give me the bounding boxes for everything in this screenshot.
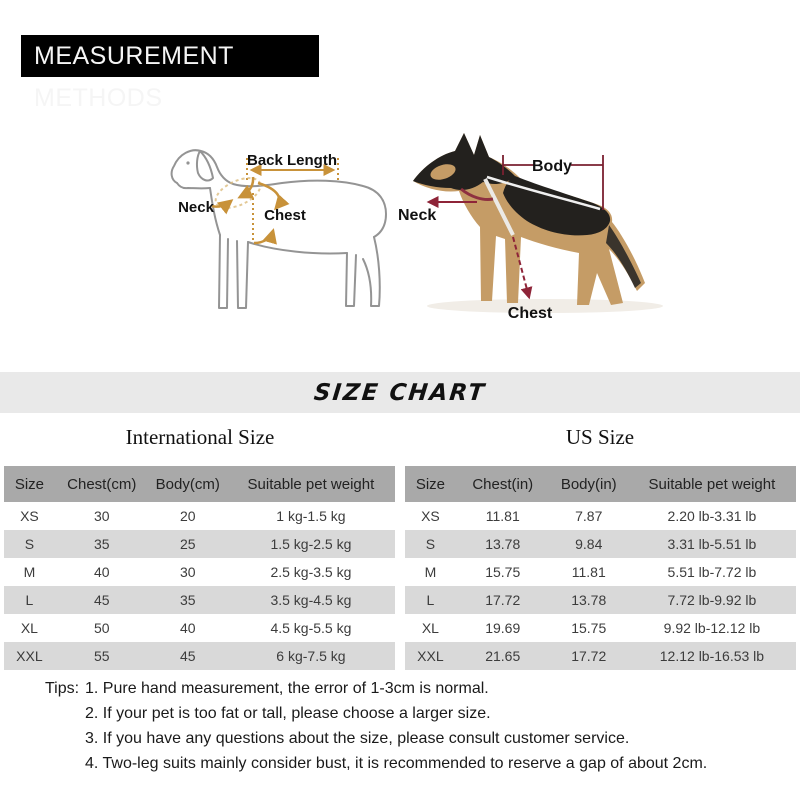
- table-cell: 17.72: [485, 592, 521, 608]
- size-chart-banner: [0, 372, 800, 413]
- table-cell: 1 kg-1.5 kg: [276, 508, 346, 524]
- tips-label: Tips:: [45, 680, 80, 697]
- table-cell: 17.72: [571, 648, 607, 664]
- table-cell: 40: [179, 620, 196, 636]
- column-header: Body(in): [550, 466, 628, 502]
- table-row: [4, 502, 395, 530]
- table-row: [4, 558, 395, 586]
- column-header: Size: [405, 466, 456, 502]
- table-cell: L: [426, 592, 435, 608]
- table-row: [4, 614, 395, 642]
- table-cell: S: [24, 536, 35, 552]
- table-cell: 4.5 kg-5.5 kg: [270, 620, 352, 636]
- table-cell: 7.87: [575, 508, 603, 524]
- table-cell: 13.78: [485, 536, 521, 552]
- table-cell: 19.69: [485, 620, 521, 636]
- column-header: Chest(cm): [55, 466, 149, 502]
- tip-text: 3. If you have any questions about the size, please consult customer service.: [85, 730, 630, 747]
- international-size-heading: International Size: [125, 425, 275, 449]
- table-cell: 9.92 lb-12.12 lb: [663, 620, 761, 636]
- table-cell: 45: [179, 648, 196, 664]
- table-cell: M: [23, 564, 36, 580]
- column-header: Suitable pet weight: [227, 466, 395, 502]
- header-row: [4, 466, 395, 502]
- table-cell: L: [25, 592, 34, 608]
- table-cell: 12.12 lb-16.53 lb: [659, 648, 765, 664]
- column-header: Size: [4, 466, 55, 502]
- size-tables: [4, 466, 796, 670]
- table-row: [405, 558, 796, 586]
- table-cell: XS: [20, 508, 39, 524]
- table-cell: 25: [179, 536, 196, 552]
- table-cell: 2.5 kg-3.5 kg: [270, 564, 352, 580]
- chest-label: Chest: [264, 207, 306, 224]
- table-cell: 1.5 kg-2.5 kg: [270, 536, 352, 552]
- table-cell: M: [424, 564, 437, 580]
- table-row: [405, 614, 796, 642]
- table-row: [4, 642, 395, 670]
- table-cell: 35: [93, 536, 110, 552]
- table-row: [405, 530, 796, 558]
- table-cell: XXL: [417, 648, 444, 664]
- chest-label: Chest: [507, 305, 553, 322]
- table-row: [405, 642, 796, 670]
- table-row: [4, 586, 395, 614]
- table-cell: 7.72 lb-9.92 lb: [667, 592, 757, 608]
- table-row: [4, 530, 395, 558]
- table-cell: S: [425, 536, 436, 552]
- neck-measure-icon: [211, 172, 265, 214]
- body-label: Body: [532, 158, 572, 175]
- tip-line: [45, 726, 775, 751]
- table-cell: 15.75: [485, 564, 521, 580]
- page-title: MEASUREMENT METHODS: [21, 35, 319, 77]
- table-cell: 15.75: [571, 620, 607, 636]
- back-length-label: Back Length: [246, 152, 338, 169]
- table-cell: XL: [20, 620, 38, 636]
- table-cell: 11.81: [571, 564, 606, 580]
- table-cell: 3.5 kg-4.5 kg: [270, 592, 352, 608]
- dog-outline-diagram: [150, 135, 410, 320]
- table-cell: 50: [93, 620, 110, 636]
- table-cell: 6 kg-7.5 kg: [276, 648, 346, 664]
- column-header: Suitable pet weight: [628, 466, 796, 502]
- dog-photo-diagram: [395, 115, 700, 330]
- column-header: Body(cm): [149, 466, 227, 502]
- table-cell: 5.51 lb-7.72 lb: [667, 564, 757, 580]
- table-cell: 20: [179, 508, 196, 524]
- tip-line: [45, 751, 775, 776]
- us-size-heading: US Size: [565, 425, 635, 449]
- table-cell: 30: [93, 508, 110, 524]
- table-cell: 55: [93, 648, 110, 664]
- table-cell: XS: [421, 508, 440, 524]
- column-header: Chest(in): [456, 466, 550, 502]
- tip-line: [45, 701, 775, 726]
- table-cell: XL: [421, 620, 439, 636]
- table-cell: 35: [179, 592, 196, 608]
- tip-text: 2. If your pet is too fat or tall, please choose a larger size.: [85, 705, 491, 722]
- international-size-table: [4, 466, 395, 670]
- tip-text: 1. Pure hand measurement, the error of 1-3cm is normal.: [85, 680, 489, 697]
- header-row: [405, 466, 796, 502]
- size-chart-title: SIZE CHART: [312, 379, 488, 406]
- table-headings: [0, 418, 800, 456]
- table-cell: 2.20 lb-3.31 lb: [667, 508, 757, 524]
- tip-line: [45, 676, 775, 701]
- table-cell: 45: [93, 592, 110, 608]
- table-cell: 9.84: [575, 536, 603, 552]
- tips-section: [45, 676, 775, 776]
- table-cell: 30: [179, 564, 196, 580]
- neck-label: Neck: [398, 207, 437, 224]
- table-cell: 11.81: [485, 508, 520, 524]
- table-cell: 13.78: [571, 592, 607, 608]
- tip-text: 4. Two-leg suits mainly consider bust, it is recommended to reserve a gap of about 2cm.: [85, 755, 708, 772]
- dog-outline-icon: [172, 150, 386, 308]
- neck-label: Neck: [178, 199, 214, 216]
- table-cell: 40: [93, 564, 110, 580]
- table-row: [405, 586, 796, 614]
- table-cell: XXL: [16, 648, 43, 664]
- table-cell: 3.31 lb-5.51 lb: [667, 536, 757, 552]
- us-size-table: [405, 466, 796, 670]
- table-cell: 21.65: [485, 648, 521, 664]
- table-row: [405, 502, 796, 530]
